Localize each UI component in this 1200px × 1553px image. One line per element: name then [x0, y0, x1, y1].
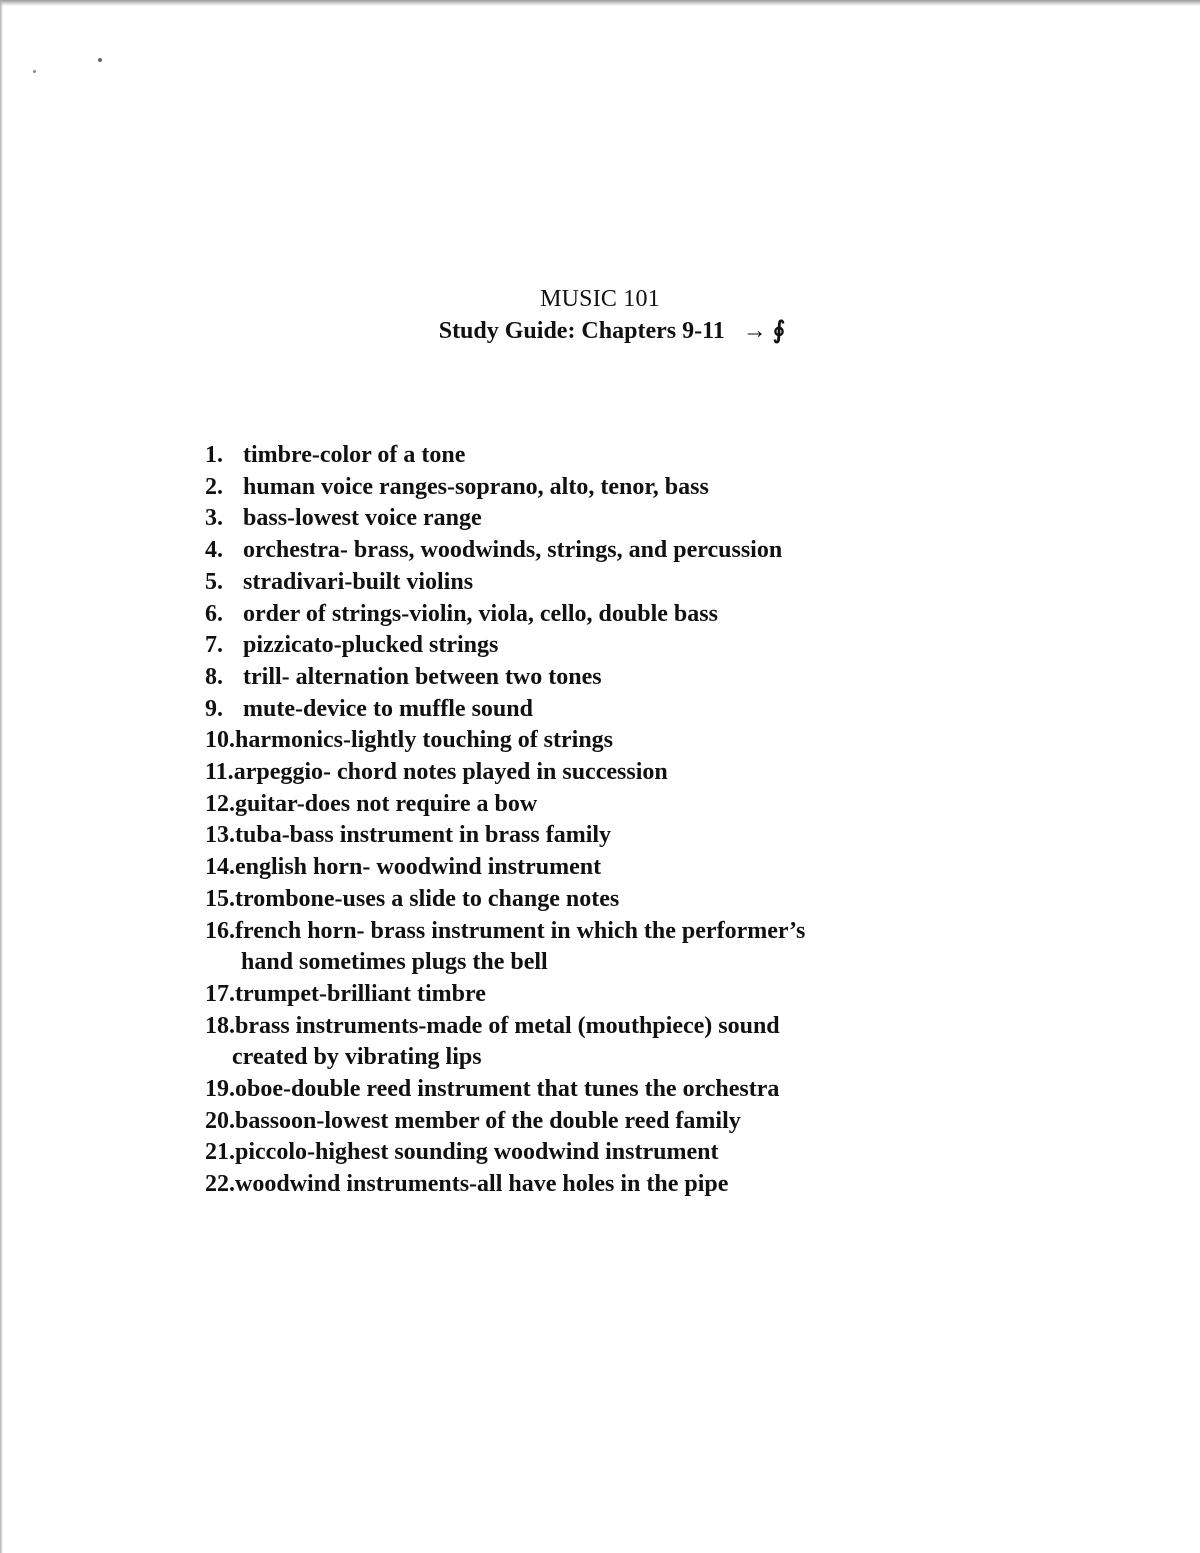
item-number: 7.: [205, 632, 223, 659]
item-text: order of strings-violin, viola, cello, double bass: [243, 600, 718, 627]
list-item: [205, 1106, 925, 1138]
item-text: orchestra- brass, woodwinds, strings, and percussion: [243, 537, 783, 564]
item-text: bassoon-lowest member of the double reed family: [235, 1107, 741, 1134]
study-guide-subtitle: [312, 316, 912, 346]
item-number: 2.: [205, 473, 223, 500]
item-text: arpeggio- chord notes played in succession: [233, 759, 668, 786]
item-text: trombone-uses a slide to change notes: [235, 885, 620, 912]
item-text: brass instruments-made of metal (mouthpiece) sound: [235, 1012, 780, 1039]
item-number: 8.: [205, 663, 223, 690]
item-text: harmonics-lightly touching of strings: [235, 727, 614, 754]
item-text: pizzicato-plucked strings: [243, 632, 499, 659]
item-number: 10.: [205, 727, 235, 754]
item-text: trumpet-brilliant timbre: [235, 980, 486, 1007]
list-item: [205, 916, 925, 979]
course-title: MUSIC 101: [540, 286, 660, 312]
item-number: 15.: [205, 885, 235, 912]
item-number: 19.: [205, 1076, 235, 1103]
list-item: [205, 567, 925, 599]
item-text: woodwind instruments-all have holes in the pipe: [235, 1171, 729, 1198]
item-number: 20.: [205, 1107, 235, 1134]
item-number: 1.: [205, 442, 223, 468]
item-number: 16.: [205, 917, 235, 944]
item-text-continuation: hand sometimes plugs the bell: [241, 949, 548, 976]
list-item: [205, 1011, 925, 1074]
list-item: [205, 503, 925, 535]
scan-speck: [98, 58, 102, 62]
item-text: tuba-bass instrument in brass family: [235, 822, 612, 849]
item-text: mute-device to muffle sound: [243, 695, 533, 722]
subtitle-text: Study Guide: Chapters 9-11: [438, 318, 725, 344]
list-item: [205, 535, 925, 567]
study-guide-list: [205, 440, 925, 1201]
list-item: [205, 694, 925, 726]
list-item: [205, 662, 925, 694]
item-text: human voice ranges-soprano, alto, tenor, bass: [243, 473, 709, 500]
list-item: [205, 472, 925, 504]
list-item: [205, 1169, 925, 1201]
item-number: 9.: [205, 695, 223, 722]
item-text: guitar-does not require a bow: [235, 790, 538, 817]
item-number: 21.: [205, 1139, 235, 1166]
handwritten-mark: → ∮: [742, 318, 786, 344]
item-number: 11.: [205, 759, 234, 786]
document-header: [300, 282, 900, 346]
item-number: 13.: [205, 822, 235, 849]
item-text: french horn- brass instrument in which the performer’s: [235, 917, 806, 944]
list-item: [205, 630, 925, 662]
item-text: english horn- woodwind instrument: [235, 854, 602, 881]
list-item: [205, 789, 925, 821]
list-item: [205, 1137, 925, 1169]
item-number: 18.: [205, 1012, 235, 1039]
item-text: stradivari-built violins: [243, 568, 474, 595]
scan-speck: [33, 70, 36, 73]
item-text: oboe-double reed instrument that tunes the orchestra: [235, 1076, 780, 1103]
list-item: [205, 599, 925, 631]
item-text: timbre-color of a tone: [243, 442, 466, 468]
list-item: [205, 852, 925, 884]
item-number: 6.: [205, 600, 223, 627]
scan-edge-left: [0, 0, 3, 1553]
item-number: 22.: [205, 1171, 235, 1198]
list-item: [205, 725, 925, 757]
list-item: [205, 820, 925, 852]
item-text: bass-lowest voice range: [243, 505, 482, 532]
list-item: [205, 1074, 925, 1106]
list-item: [205, 884, 925, 916]
item-text: piccolo-highest sounding woodwind instrument: [235, 1139, 719, 1166]
list-item: [205, 440, 925, 472]
list-item: [205, 757, 925, 789]
item-number: 5.: [205, 568, 223, 595]
item-number: 4.: [205, 537, 223, 564]
item-text: trill- alternation between two tones: [243, 663, 602, 690]
item-number: 3.: [205, 505, 223, 532]
item-text-continuation: created by vibrating lips: [232, 1044, 482, 1071]
scan-edge-top: [0, 0, 1200, 6]
item-number: 17.: [205, 980, 235, 1007]
list-item: [205, 979, 925, 1011]
item-number: 12.: [205, 790, 235, 817]
item-number: 14.: [205, 854, 235, 881]
